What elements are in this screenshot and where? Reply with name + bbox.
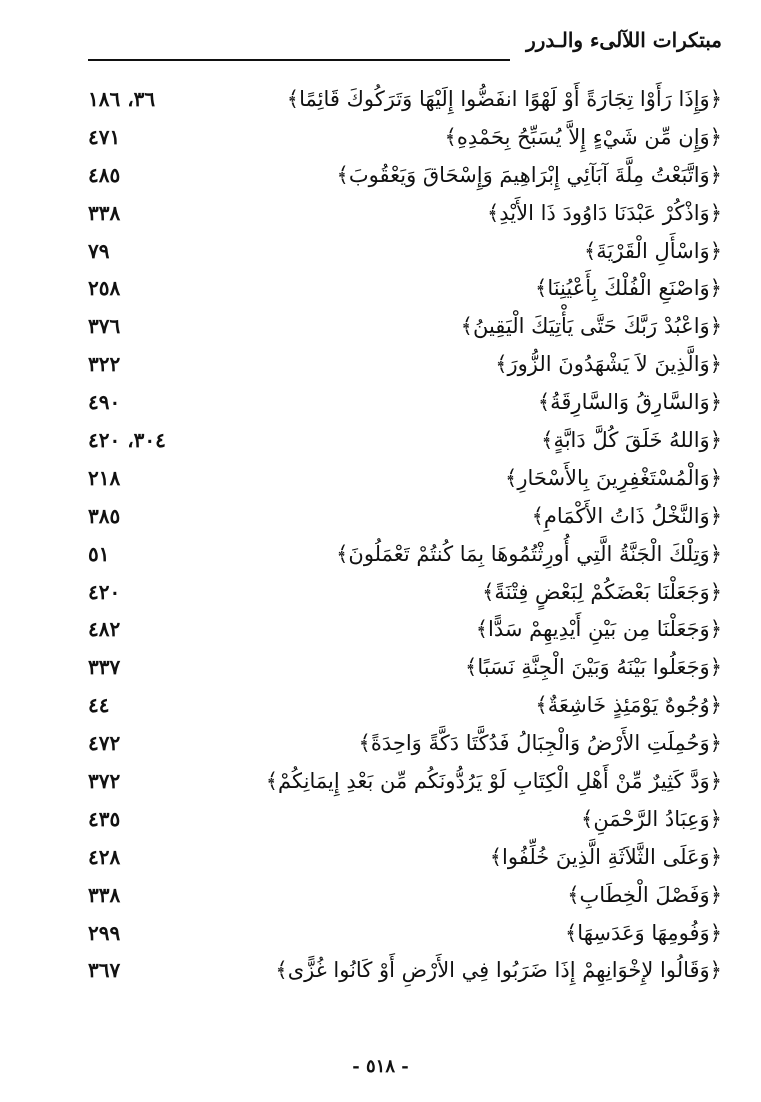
verse-text: ﴿وَإِن مِّن شَيْءٍ إِلاَّ يُسَبِّحُ بِحَمْدِهِ﴾	[444, 124, 722, 149]
verse-text: ﴿وَقَالُوا لإِخْوَانِهِمْ إِذَا ضَرَبُوا فِي الأَرْضِ أَوْ كَانُوا غُزًّى﴾	[275, 958, 722, 983]
verse-text: ﴿وَعَلَى الثَّلاَثَةِ الَّذِينَ خُلِّفُوا﴾	[489, 844, 722, 869]
page-reference: ٣٨٥	[88, 503, 121, 528]
verse-text: ﴿وَالْمُسْتَغْفِرِينَ بِالأَسْحَارِ﴾	[505, 465, 722, 490]
index-entry	[88, 842, 722, 880]
verse-text: ﴿وَاسْأَلِ الْقَرْيَةَ﴾	[583, 238, 722, 263]
index-entry	[88, 160, 722, 198]
index-entry	[88, 539, 722, 577]
page-reference: ٣٣٨	[88, 882, 121, 907]
verse-index-list	[88, 84, 722, 993]
index-entry	[88, 311, 722, 349]
page-reference: ٣٠٤، ٤٢٠	[88, 428, 166, 453]
index-entry	[88, 955, 722, 993]
page-reference: ٣٣٨	[88, 200, 121, 225]
index-entry	[88, 577, 722, 615]
index-entry	[88, 84, 722, 122]
index-entry	[88, 273, 722, 311]
index-entry	[88, 387, 722, 425]
verse-text: ﴿وَاذْكُرْ عَبْدَنَا دَاوُودَ ذَا الأَيْدِ﴾	[486, 200, 722, 225]
verse-text: ﴿وَإِذَا رَأَوْا تِجَارَةً أَوْ لَهْوًا انفَضُّوا إِلَيْهَا وَتَرَكُوكَ قَائِمًا﴾	[286, 87, 722, 111]
verse-text: ﴿وَاعْبُدْ رَبَّكَ حَتَّى يَأْتِيَكَ الْيَقِينُ﴾	[460, 314, 722, 339]
index-entry	[88, 463, 722, 501]
page-reference: ٢٩٩	[88, 920, 121, 945]
index-entry	[88, 918, 722, 956]
page-reference: ٣٦٧	[88, 958, 121, 983]
verse-text: ﴿وَعِبَادُ الرَّحْمَنِ﴾	[581, 806, 722, 831]
verse-text: ﴿وَدَّ كَثِيرٌ مِّنْ أَهْلِ الْكِتَابِ لَوْ يَرُدُّونَكُم مِّن بَعْدِ إِيمَانِكُمْ﴾	[265, 769, 722, 794]
page-reference: ٧٩	[88, 238, 110, 263]
verse-text: ﴿وَجَعَلْنَا مِن بَيْنِ أَيْدِيهِمْ سَدًّا﴾	[475, 617, 722, 642]
index-entry	[88, 425, 722, 463]
index-entry	[88, 652, 722, 690]
page-reference: ٣٣٧	[88, 655, 121, 680]
header-rule	[88, 59, 510, 61]
verse-text: ﴿وَحُمِلَتِ الأَرْضُ وَالْجِبَالُ فَدُكَّتَا دَكَّةً وَاحِدَةً﴾	[358, 731, 722, 756]
verse-text: ﴿وَجَعَلُوا بَيْنَهُ وَبَيْنَ الْجِنَّةِ نَسَبًا﴾	[465, 655, 722, 680]
running-title: مبتكرات اللآلىء والـدرر	[526, 28, 722, 52]
index-entry	[88, 198, 722, 236]
page-reference: ٥١	[88, 541, 110, 566]
verse-text: ﴿وَالنَّخْلُ ذَاتُ الأَكْمَامِ﴾	[531, 503, 722, 528]
index-entry	[88, 614, 722, 652]
verse-text: ﴿وَجَعَلْنَا بَعْضَكُمْ لِبَعْضٍ فِتْنَةً﴾	[482, 579, 722, 604]
verse-text: ﴿وَاصْنَعِ الْفُلْكَ بِأَعْيُنِنَا﴾	[535, 276, 722, 301]
page-header	[88, 28, 722, 68]
page-reference: ٣٦، ١٨٦	[88, 87, 156, 111]
verse-text: ﴿وُجُوهٌ يَوْمَئِذٍ خَاشِعَةٌ﴾	[535, 693, 722, 718]
verse-text: ﴿وَاللهُ خَلَقَ كُلَّ دَابَّةٍ﴾	[541, 428, 722, 453]
page-reference: ٢١٨	[88, 465, 121, 490]
index-entry	[88, 728, 722, 766]
index-entry	[88, 804, 722, 842]
page-reference: ٤٣٥	[88, 806, 121, 831]
verse-text: ﴿وَالَّذِينَ لاَ يَشْهَدُونَ الزُّورَ﴾	[495, 352, 722, 377]
index-entry	[88, 880, 722, 918]
verse-text: ﴿وَفَصْلَ الْخِطَابِ﴾	[567, 882, 722, 907]
index-entry	[88, 501, 722, 539]
page-reference: ٢٥٨	[88, 276, 121, 301]
index-entry	[88, 766, 722, 804]
page-reference: ٤٢٠	[88, 579, 121, 604]
page-reference: ٣٢٢	[88, 352, 121, 377]
page-reference: ٤٢٨	[88, 844, 121, 869]
verse-text: ﴿وَاتَّبَعْتُ مِلَّةَ آبَآئِي إِبْرَاهِيمَ وَإِسْحَاقَ وَيَعْقُوبَ﴾	[336, 162, 722, 187]
verse-text: ﴿وَفُومِهَا وَعَدَسِهَا﴾	[564, 920, 722, 945]
page-reference: ٤٤	[88, 693, 110, 718]
page-reference: ٤٧٢	[88, 731, 121, 756]
verse-text: ﴿وَتِلْكَ الْجَنَّةُ الَّتِي أُورِثْتُمُوهَا بِمَا كُنتُمْ تَعْمَلُونَ﴾	[336, 541, 722, 566]
page-reference: ٤٨٢	[88, 617, 121, 642]
page-reference: ٤٨٥	[88, 162, 121, 187]
page-number: - ٥١٨ -	[352, 1056, 409, 1077]
index-entry	[88, 349, 722, 387]
page-reference: ٣٧٦	[88, 314, 121, 339]
page-reference: ٣٧٢	[88, 769, 121, 794]
page-reference: ٤٧١	[88, 124, 121, 149]
page-reference: ٤٩٠	[88, 390, 121, 415]
index-entry	[88, 122, 722, 160]
index-entry	[88, 236, 722, 274]
index-entry	[88, 690, 722, 728]
verse-text: ﴿وَالسَّارِقُ وَالسَّارِقَةُ﴾	[537, 390, 722, 415]
